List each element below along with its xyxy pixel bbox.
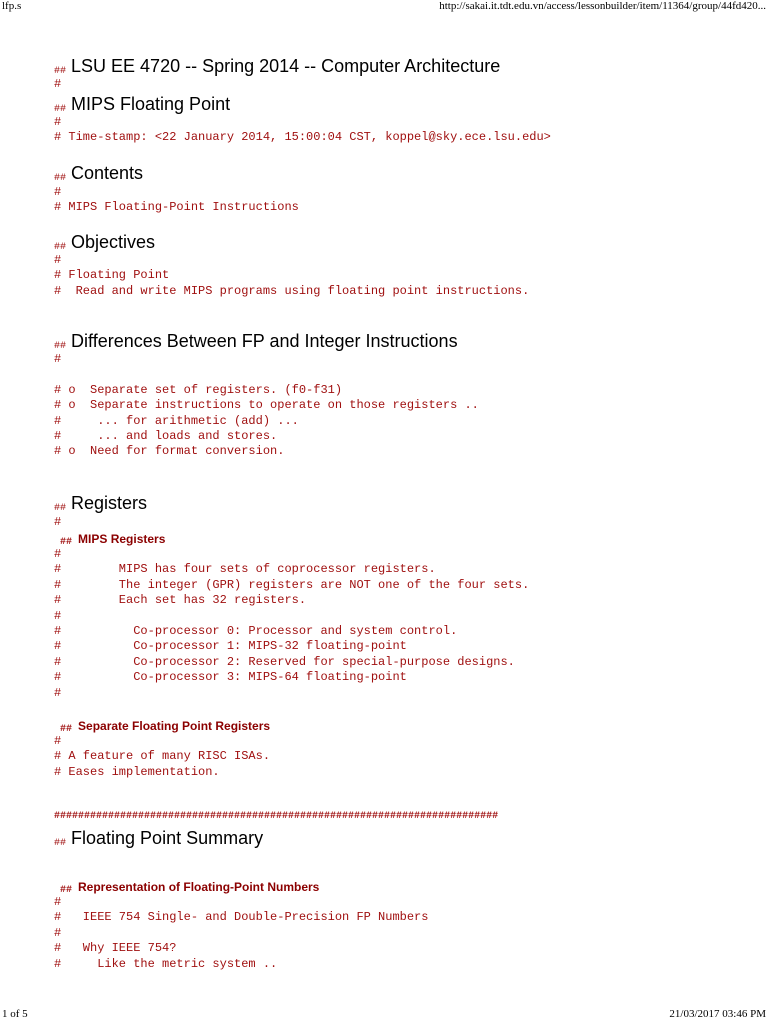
heading-separate-fp: ## Separate Floating Point Registers — [60, 719, 271, 735]
heading-title: ## LSU EE 4720 -- Spring 2014 -- Computer Architecture — [54, 56, 501, 77]
hash-marker: ## — [54, 104, 67, 115]
hash-marker: ## — [54, 341, 67, 352]
hash-marker: ## — [54, 838, 67, 849]
code-mips-registers: # # MIPS has four sets of coprocessor registers. # The integer (GPR) registers are NOT one of the four sets. # Each set has 32 registers. # # Co-processor 0: Processor and system control. # Co-processor 1: MIPS-32 floating-point # Co-processor 2: Reserved for special-purpose designs. # Co-processor 3: MIPS-64 floating-point # — [54, 547, 530, 700]
print-header-filename: lfp.s — [2, 0, 22, 12]
code-representation: # # IEEE 754 Single- and Double-Precision FP Numbers # # Why IEEE 754? # Like the metric system .. — [54, 895, 429, 971]
heading-representation: ## Representation of Floating-Point Numbers — [60, 880, 320, 896]
heading-fp-summary: ## Floating Point Summary — [54, 828, 264, 849]
code-separate-fp: # # A feature of many RISC ISAs. # Eases implementation. — [54, 734, 271, 779]
heading-mips-registers: ## MIPS Registers — [60, 532, 166, 548]
hash-marker: ## — [60, 885, 73, 896]
print-footer-page: 1 of 5 — [2, 1008, 28, 1020]
code-mips-fp: # # Time-stamp: <22 January 2014, 15:00:04 CST, koppel@sky.ece.lsu.edu> — [54, 115, 551, 145]
code-contents: # # MIPS Floating-Point Instructions — [54, 185, 299, 215]
hash-marker: ## — [54, 66, 67, 77]
print-header-url[interactable]: http://sakai.it.tdt.edu.vn/access/lessonbuilder/item/11364/group/44fd420... — [439, 0, 766, 12]
heading-mips-fp: ## MIPS Floating Point — [54, 94, 231, 115]
print-header — [0, 0, 768, 16]
hash-marker: ## — [60, 724, 73, 735]
code-registers: # — [54, 515, 62, 529]
code-title: # — [54, 77, 62, 91]
print-footer — [0, 1008, 768, 1024]
heading-registers: ## Registers — [54, 493, 148, 514]
heading-contents: ## Contents — [54, 163, 144, 184]
print-footer-datetime: 21/03/2017 03:46 PM — [669, 1008, 766, 1020]
hash-marker: ## — [60, 537, 73, 548]
hash-marker: ## — [54, 173, 67, 184]
rule-line: ########################################################################## — [54, 811, 499, 822]
heading-differences: ## Differences Between FP and Integer Instructions — [54, 331, 458, 352]
heading-objectives: ## Objectives — [54, 232, 156, 253]
hash-marker: ## — [54, 242, 67, 253]
hash-marker: ## — [54, 503, 67, 514]
code-objectives: # # Floating Point # Read and write MIPS programs using floating point instructions. — [54, 253, 530, 298]
code-differences: # # o Separate set of registers. (f0-f31) # o Separate instructions to operate on those registers .. # ... for arithmetic (add) ... # ... and loads and stores. # o Need for format conversion. — [54, 352, 479, 459]
